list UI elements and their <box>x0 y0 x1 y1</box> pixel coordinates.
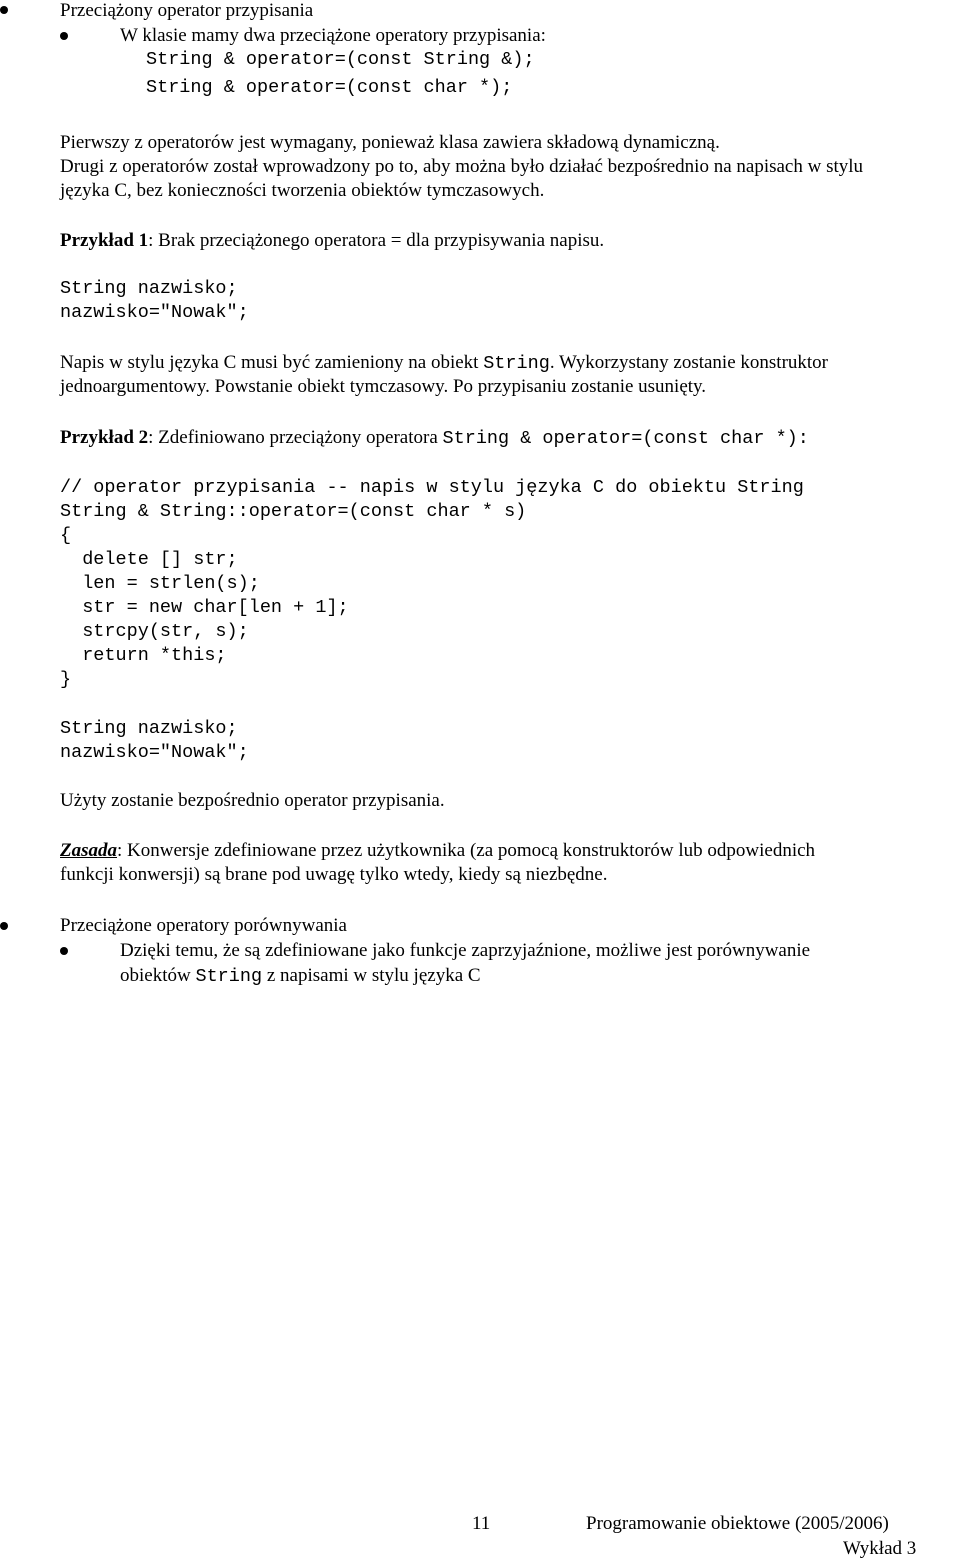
rule-paragraph <box>60 839 815 863</box>
rule-label: Zasada <box>60 840 117 861</box>
code-line: return *this; <box>60 645 227 666</box>
example-label: Przykład 2 <box>60 427 149 448</box>
paragraph: Drugi z operatorów został wprowadzony po to, aby można było działać bezpośrednio na napisach w stylu <box>60 156 864 177</box>
code-line: } <box>60 669 72 690</box>
code-line: len = strlen(s); <box>60 573 260 594</box>
code-line: String nazwisko; <box>60 718 238 739</box>
paragraph: Użyty zostanie bezpośrednio operator przypisania. <box>60 790 445 811</box>
bullet-icon <box>60 32 68 40</box>
code-line: // operator przypisania -- napis w stylu języka C do obiektu String <box>60 477 804 498</box>
section-title: Przeciążone operatory porównywania <box>60 915 347 936</box>
code-line: nazwisko="Nowak"; <box>60 302 249 323</box>
example-heading <box>60 229 604 253</box>
paragraph <box>60 351 828 376</box>
rule-paragraph: funkcji konwersji) są brane pod uwagę tylko wtedy, kiedy są niezbędne. <box>60 864 608 885</box>
list-item-text: obiektów <box>120 965 196 986</box>
code-line: delete [] str; <box>60 549 238 570</box>
code-line: { <box>60 525 72 546</box>
example-text: : Brak przeciążonego operatora = dla przypisywania napisu. <box>148 230 605 251</box>
bullet-icon <box>60 947 68 955</box>
bullet-icon <box>0 922 8 930</box>
example-text: : Zdefiniowano przeciążony operatora <box>148 427 443 448</box>
paragraph-text: . Wykorzystany zostanie konstruktor <box>549 352 828 373</box>
rule-text: : Konwersje zdefiniowane przez użytkownika (za pomocą konstruktorów lub odpowiednich <box>117 840 816 861</box>
code-line: strcpy(str, s); <box>60 621 249 642</box>
bullet-icon <box>0 6 8 14</box>
list-item <box>120 964 481 989</box>
lecture-label: Wykład 3 <box>843 1538 917 1559</box>
code-line: String & operator=(const char *); <box>146 77 513 98</box>
section-title: Przeciążony operator przypisania <box>60 0 314 21</box>
paragraph: jednoargumentowy. Powstanie obiekt tymczasowy. Po przypisaniu zostanie usunięty. <box>60 376 707 397</box>
list-item: Dzięki temu, że są zdefiniowane jako funkcje zaprzyjaźnione, możliwe jest porównywanie <box>120 940 811 961</box>
paragraph: Pierwszy z operatorów jest wymagany, ponieważ klasa zawiera składową dynamiczną. <box>60 132 720 153</box>
code-line: nazwisko="Nowak"; <box>60 742 249 763</box>
course-title: Programowanie obiektowe (2005/2006) <box>586 1513 889 1534</box>
intro-text: W klasie mamy dwa przeciążone operatory przypisania: <box>120 25 546 46</box>
example-heading <box>60 426 809 451</box>
inline-code: String <box>483 353 550 374</box>
paragraph-text: Napis w stylu języka C musi być zamieniony na obiekt <box>60 352 484 373</box>
code-line: str = new char[len + 1]; <box>60 597 349 618</box>
inline-code: String <box>195 966 263 987</box>
example-label: Przykład 1 <box>60 230 149 251</box>
code-line: String nazwisko; <box>60 278 238 299</box>
paragraph: języka C, bez konieczności tworzenia obiektów tymczasowych. <box>60 180 545 201</box>
inline-code: String & operator=(const char *): <box>442 428 809 449</box>
code-line: String & operator=(const String &); <box>146 49 535 70</box>
code-line: String & String::operator=(const char * s) <box>60 501 527 522</box>
page-number: 11 <box>472 1513 491 1534</box>
list-item-text: z napisami w stylu języka C <box>262 965 481 986</box>
